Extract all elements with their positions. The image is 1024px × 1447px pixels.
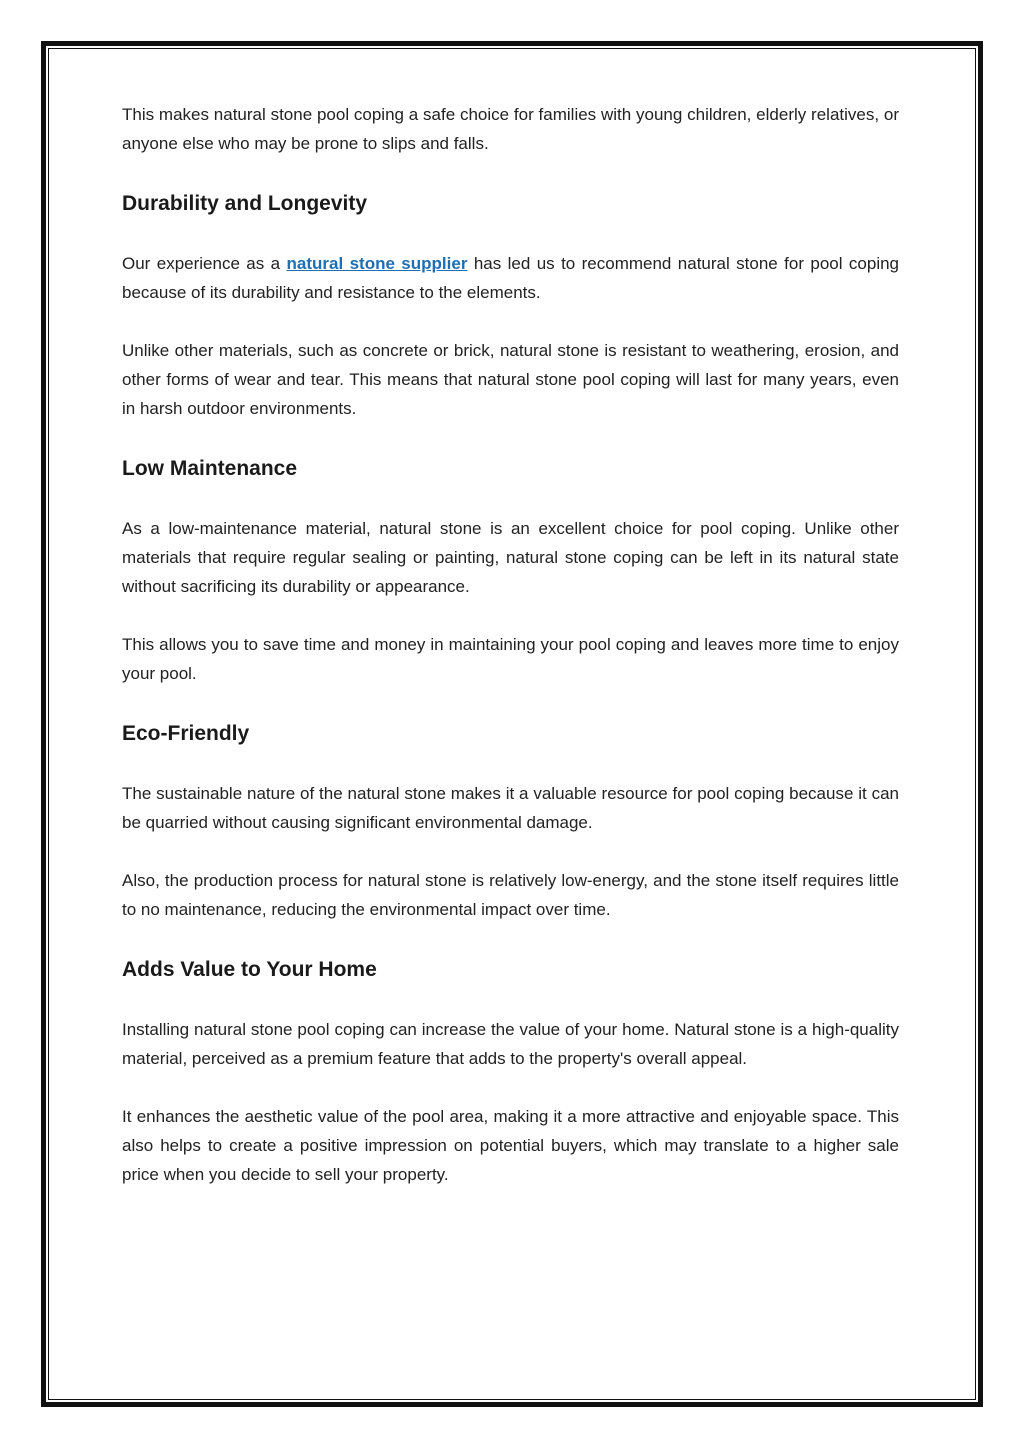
durability-text-after-link: has led us to recommend natural stone for pool coping because of its durability and resistance to the elements.	[122, 254, 900, 302]
eco-paragraph-1: The sustainable nature of the natural stone makes it a valuable resource for pool coping because it can be quarried without causing significant environmental damage.	[122, 784, 899, 832]
heading-adds-value: Adds Value to Your Home	[122, 958, 377, 981]
maintenance-paragraph-1: As a low-maintenance material, natural stone is an excellent choice for pool coping. Unlike other materials that require regular sealing or painting, natural stone coping can be left in its natural state without sacrificing its durability or appearance.	[122, 519, 899, 596]
durability-text-before-link: Our experience as a	[122, 254, 287, 273]
value-paragraph-1: Installing natural stone pool coping can increase the value of your home. Natural stone is a high-quality material, perceived as a premium feature that adds to the property's overall appeal.	[122, 1020, 899, 1068]
eco-paragraph-2: Also, the production process for natural stone is relatively low-energy, and the stone itself requires little to no maintenance, reducing the environmental impact over time.	[122, 871, 899, 919]
heading-durability: Durability and Longevity	[122, 192, 368, 215]
heading-eco-friendly: Eco-Friendly	[122, 722, 250, 745]
durability-paragraph-2: Unlike other materials, such as concrete or brick, natural stone is resistant to weathering, erosion, and other forms of wear and tear. This means that natural stone pool coping will last for many years, even in harsh outdoor environments.	[122, 341, 899, 418]
intro-paragraph: This makes natural stone pool coping a safe choice for families with young children, elderly relatives, or anyone else who may be prone to slips and falls.	[122, 105, 899, 153]
natural-stone-supplier-link[interactable]: natural stone supplier	[286, 254, 468, 273]
heading-low-maintenance: Low Maintenance	[122, 457, 298, 480]
value-paragraph-2: It enhances the aesthetic value of the pool area, making it a more attractive and enjoyable space. This also helps to create a positive impression on potential buyers, which may translate to a higher sale price when you decide to sell your property.	[122, 1107, 899, 1184]
maintenance-paragraph-2: This allows you to save time and money in maintaining your pool coping and leaves more time to enjoy your pool.	[122, 635, 899, 683]
document-body	[122, 100, 899, 1189]
durability-paragraph-1	[122, 249, 899, 307]
